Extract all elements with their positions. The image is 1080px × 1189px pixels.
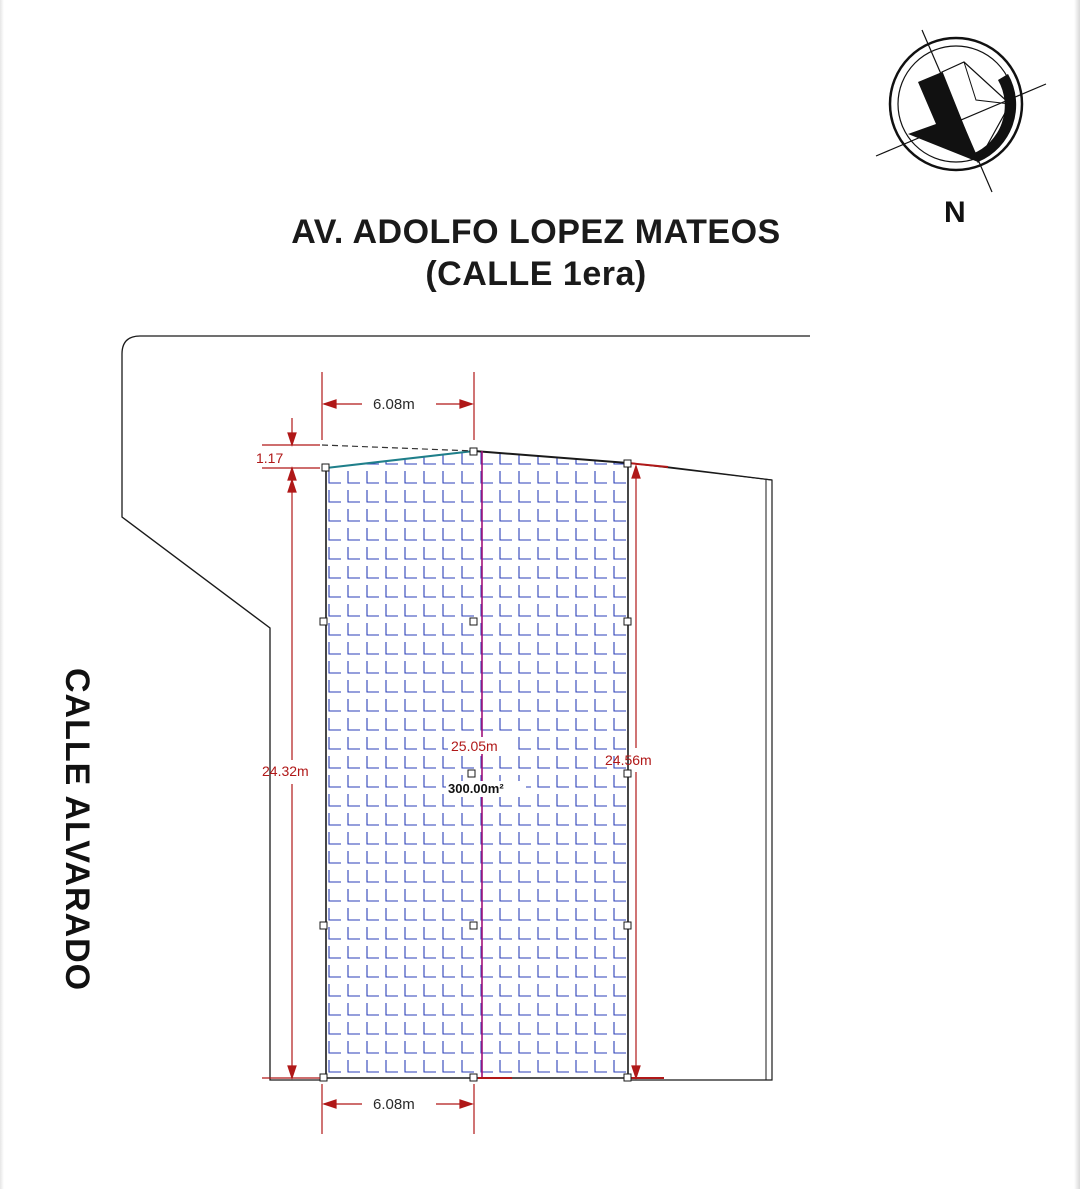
right-length-dimension	[632, 466, 640, 1078]
main-street-subtitle: (CALLE 1era)	[425, 255, 647, 293]
adjacent-lot-outline	[628, 463, 772, 1080]
top-width-label: 6.08m	[373, 396, 415, 413]
side-street-label: CALLE ALVARADO	[58, 668, 96, 992]
right-length-label: 24.56m	[605, 752, 652, 768]
offset-label: 1.17	[256, 450, 284, 466]
left-length-label: 24.32m	[262, 763, 309, 779]
north-label: N	[944, 196, 966, 229]
main-street-title: AV. ADOLFO LOPEZ MATEOS	[291, 213, 781, 251]
lot-front-edge-extend	[668, 467, 772, 480]
north-arrow-icon	[876, 30, 1046, 192]
offset-dimension	[262, 418, 320, 480]
left-length-dimension	[262, 480, 320, 1078]
bottom-width-label: 6.08m	[373, 1096, 415, 1113]
lot-grid-fill	[326, 451, 628, 1078]
area-label: 300.00m²	[448, 781, 504, 796]
reference-dashed-line	[322, 445, 474, 451]
center-length-label: 25.05m	[451, 738, 498, 754]
lot-front-edge-red	[628, 463, 668, 467]
